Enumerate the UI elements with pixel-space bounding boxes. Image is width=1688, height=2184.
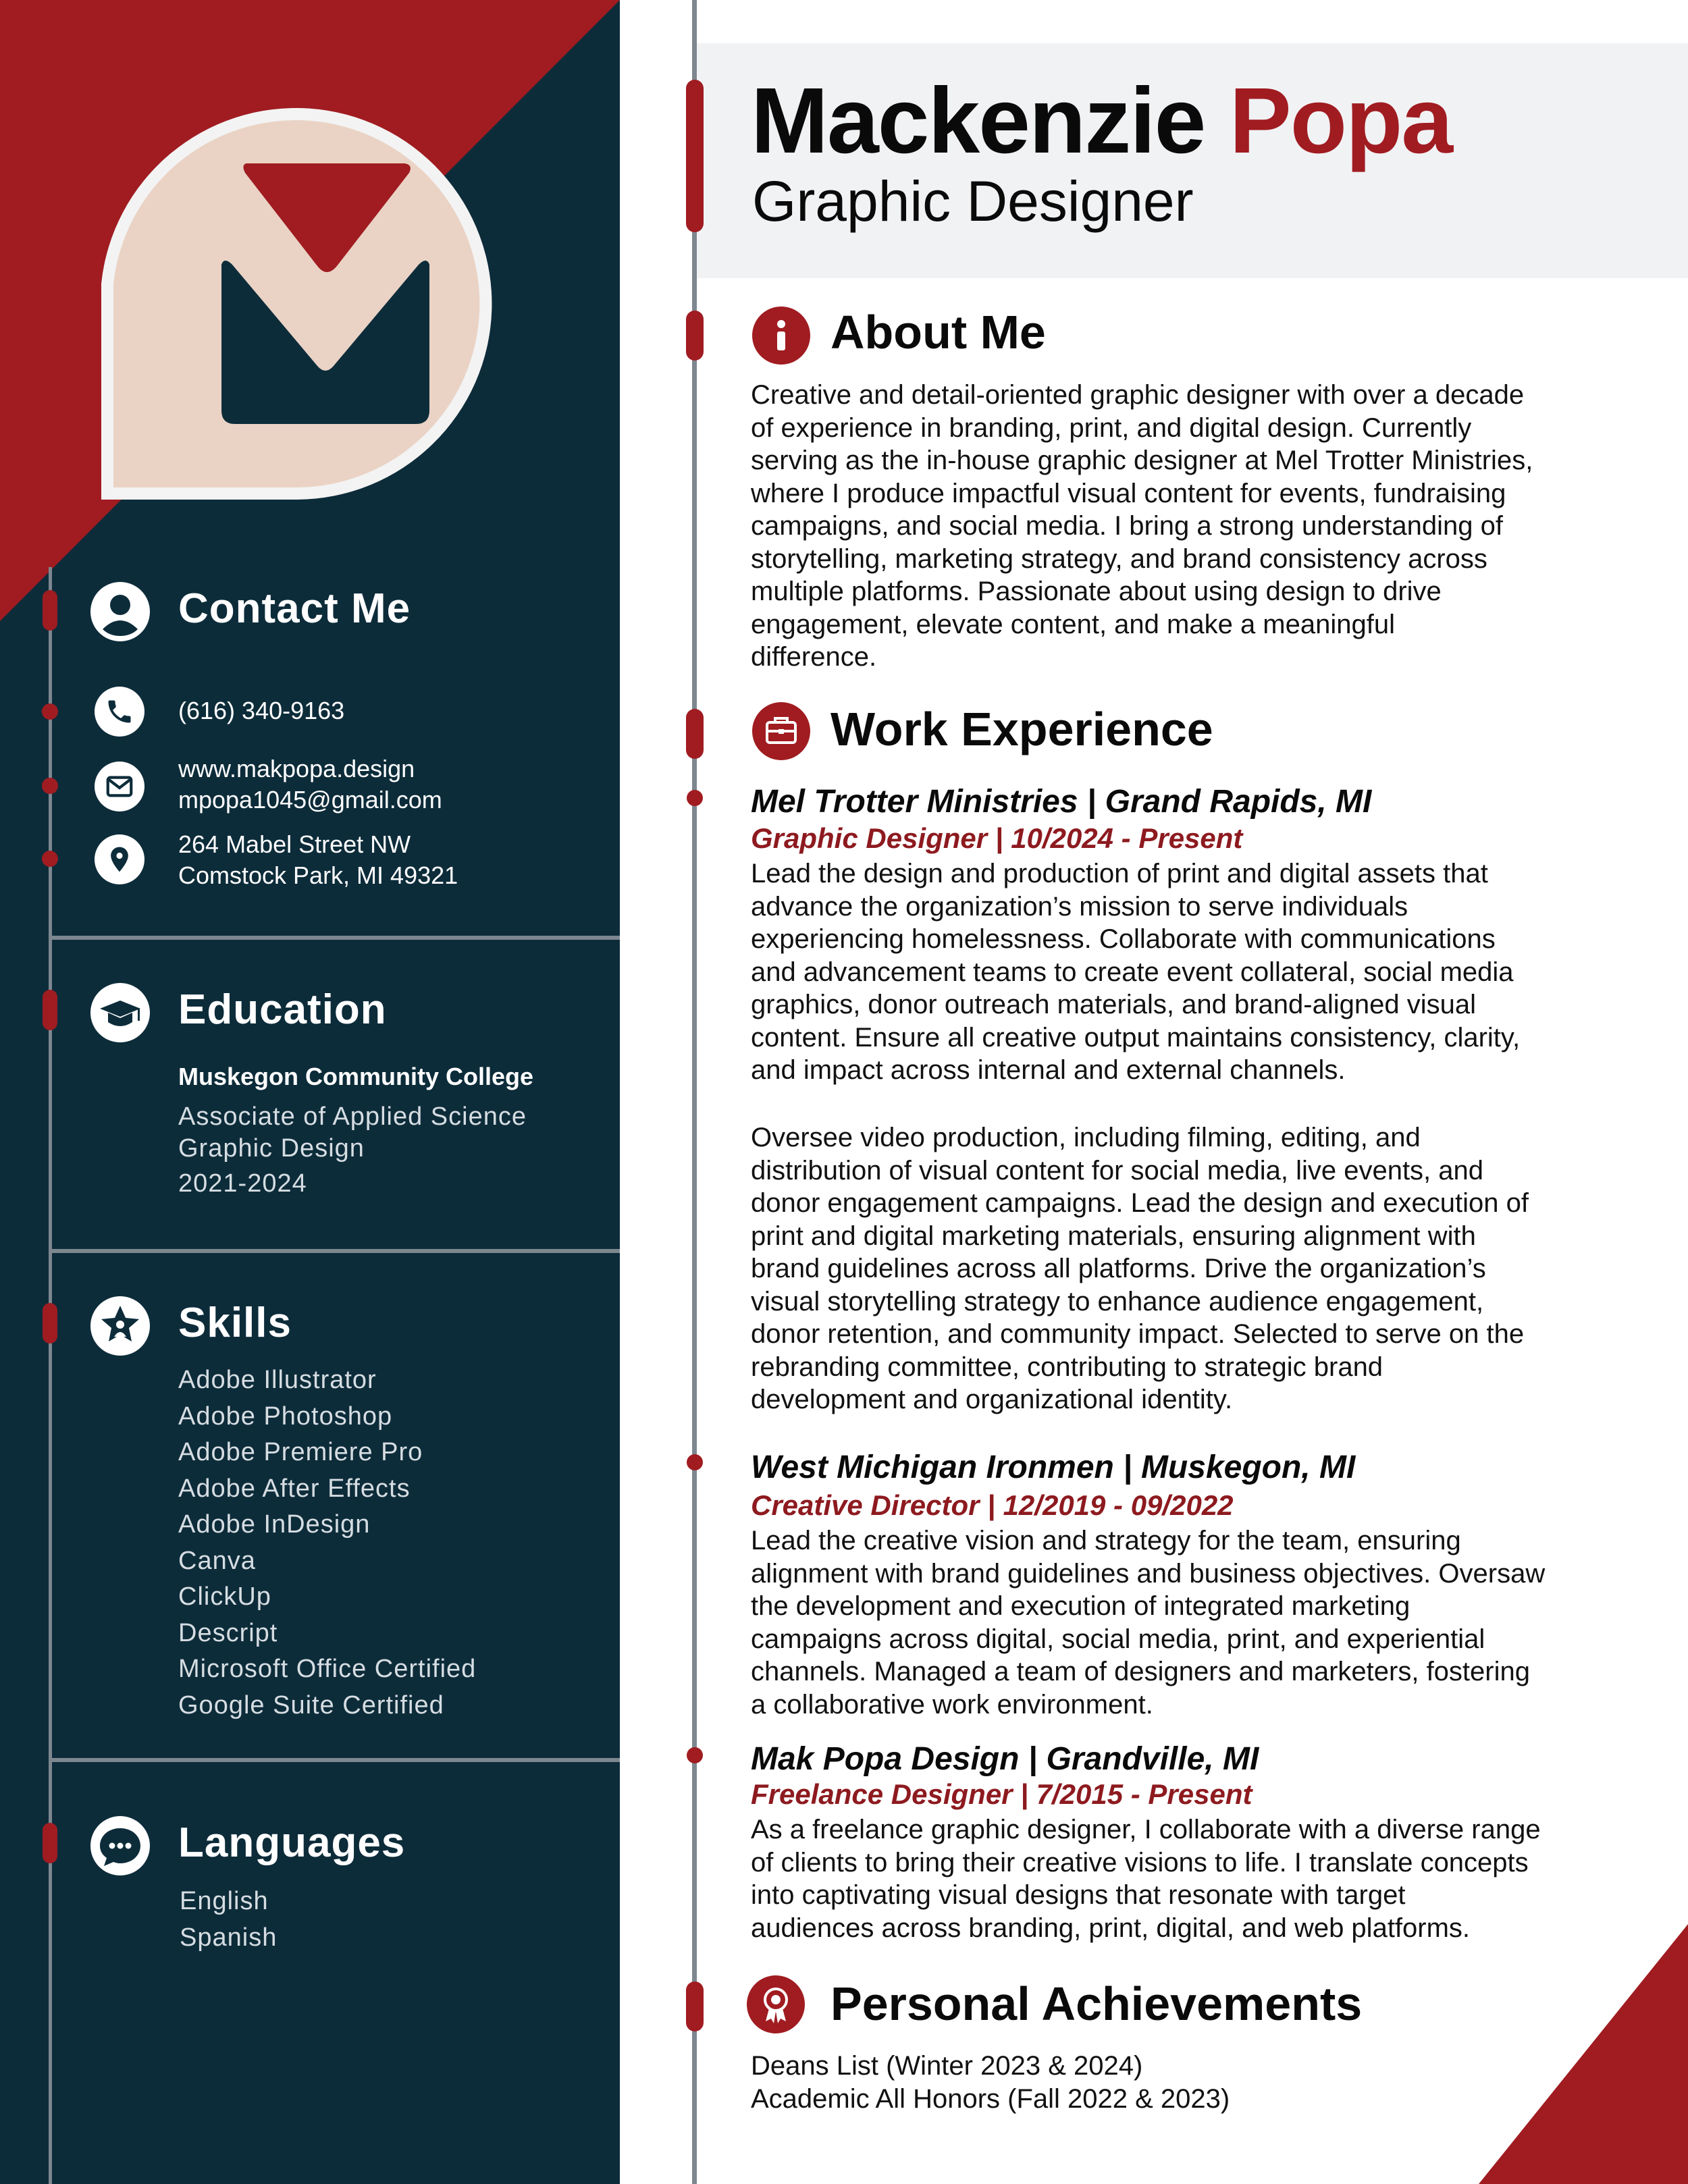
school-name: Muskegon Community College (178, 1063, 534, 1090)
user-icon (90, 582, 150, 641)
job-line: visual storytelling strategy to enhance audience engagement, (751, 1286, 1484, 1316)
field-of-study: Graphic Design (178, 1134, 365, 1163)
job-line: Lead the design and production of print and digital assets that (751, 859, 1488, 888)
skills-list (178, 1362, 476, 1724)
phone-icon (95, 687, 144, 737)
job-line: graphics, donor outreach materials, and brand-aligned visual (751, 990, 1476, 1019)
achievement-item: Academic All Honors (Fall 2022 & 2023) (751, 2083, 1230, 2114)
job-company: West Michigan Ironmen | Muskegon, MI (751, 1449, 1356, 1485)
section-divider (49, 936, 620, 940)
job-line: and impact across internal and external channels. (751, 1055, 1346, 1085)
job-line: into captivating visual designs that resonate with target (751, 1880, 1406, 1910)
job-line: brand guidelines across all platforms. Drive the organization’s (751, 1254, 1486, 1283)
full-name (751, 69, 1452, 173)
skill-item: Adobe After Effects (178, 1474, 411, 1503)
job-line: a collaborative work environment. (751, 1689, 1153, 1720)
job-role: Graphic Designer | 10/2024 - Present (751, 822, 1243, 854)
job-line: alignment with brand guidelines and business objectives. Oversaw (751, 1558, 1546, 1589)
job-line: donor retention, and community impact. Selected to serve on the (751, 1319, 1525, 1349)
about-line: Creative and detail-oriented graphic designer with over a decade (751, 380, 1525, 410)
about-line: serving as the in-house graphic designer at Mel Trotter Ministries, (751, 446, 1533, 475)
job-description (751, 1524, 1545, 1721)
about-line: campaigns, and social media. I bring a strong understanding of (751, 511, 1504, 541)
job-company: Mel Trotter Ministries | Grand Rapids, MI (751, 784, 1372, 820)
language-item: Spanish (180, 1923, 278, 1952)
section-divider (49, 1758, 620, 1762)
about-line: multiple platforms. Passionate about using design to drive (751, 577, 1442, 606)
mail-icon (95, 762, 144, 811)
job-title: Graphic Designer (752, 169, 1194, 233)
timeline-dot (687, 790, 703, 806)
section-marker (686, 311, 704, 361)
job-line: experiencing homelessness. Collaborate with communications (751, 924, 1496, 954)
chat-bubble-icon (90, 1816, 150, 1875)
job-line: the development and execution of integrated marketing (751, 1591, 1410, 1621)
timeline-dot (687, 1747, 703, 1763)
job-line: Oversee video production, including filming, editing, and (751, 1123, 1421, 1152)
phone-number[interactable]: (616) 340-9163 (178, 697, 345, 724)
first-name: Mackenzie (751, 69, 1205, 173)
section-marker (686, 1981, 704, 2031)
work-heading: Work Experience (830, 703, 1213, 755)
language-item: English (180, 1887, 269, 1915)
address-line-2: Comstock Park, MI 49321 (178, 861, 458, 889)
job-line: rebranding committee, contributing to strategic brand (751, 1352, 1383, 1382)
achievement-item: Deans List (Winter 2023 & 2024) (751, 2051, 1143, 2081)
about-line: of experience in branding, print, and digital design. Currently (751, 412, 1472, 443)
achievements-heading: Personal Achievements (830, 1977, 1363, 2030)
graduation-cap-icon (90, 983, 150, 1042)
section-marker (43, 990, 57, 1030)
job-line: campaigns across digital, social media, print, and experiential (751, 1624, 1485, 1654)
last-name: Popa (1229, 69, 1452, 173)
degree: Associate of Applied Science (178, 1102, 527, 1131)
skills-heading: Skills (178, 1300, 292, 1346)
location-pin-icon (95, 834, 144, 884)
star-person-icon (90, 1296, 150, 1356)
about-heading: About Me (830, 306, 1046, 358)
job-line: channels. Managed a team of designers and marketers, fostering (751, 1657, 1530, 1686)
about-line: storytelling, marketing strategy, and brand consistency across (751, 543, 1487, 574)
corner-decoration (1479, 1924, 1688, 2184)
job-line: As a freelance graphic designer, I collaborate with a diverse range (751, 1815, 1541, 1844)
education-years: 2021-2024 (178, 1169, 307, 1198)
achievements-list (751, 2050, 1230, 2115)
section-marker (43, 1303, 57, 1343)
section-marker (686, 709, 704, 759)
skill-item: ClickUp (178, 1582, 271, 1611)
job-line: audiences across branding, print, digital, and web platforms. (751, 1913, 1471, 1943)
job-line: and advancement teams to create event collateral, social media (751, 957, 1514, 987)
email-link[interactable]: mpopa1045@gmail.com (178, 786, 442, 814)
job-line: of clients to bring their creative visions to life. I translate concepts (751, 1847, 1529, 1877)
skill-item: Adobe Premiere Pro (178, 1438, 423, 1466)
job-line: advance the organization’s mission to serve individuals (751, 891, 1408, 922)
job-line: print and digital marketing materials, ensuring alignment with (751, 1221, 1476, 1251)
monogram-logo (101, 88, 554, 513)
sidebar (0, 0, 620, 2184)
job-description (751, 1121, 1529, 1416)
skill-item: Adobe InDesign (178, 1510, 371, 1539)
website-link[interactable]: www.makpopa.design (178, 755, 415, 782)
job-line: donor engagement campaigns. Lead the design and execution of (751, 1188, 1529, 1218)
job-line: content. Ensure all creative output maintains consistency, clarity, (751, 1022, 1521, 1053)
education-heading: Education (178, 986, 387, 1033)
about-line: where I produce impactful visual content for events, fundraising (751, 478, 1506, 508)
languages-list (180, 1884, 277, 1956)
skill-item: Adobe Photoshop (178, 1402, 393, 1431)
header-marker (686, 80, 704, 232)
skill-item: Canva (178, 1546, 256, 1575)
job-line: Lead the creative vision and strategy for the team, ensuring (751, 1526, 1461, 1555)
section-marker (43, 1823, 57, 1863)
job-role: Freelance Designer | 7/2015 - Present (751, 1778, 1252, 1810)
sidebar-rail (49, 940, 52, 1252)
section-marker (43, 590, 57, 631)
languages-heading: Languages (178, 1819, 406, 1866)
timeline-dot (42, 778, 58, 794)
job-description (751, 1813, 1541, 1944)
skill-item: Descript (178, 1618, 278, 1647)
timeline-dot (687, 1454, 703, 1470)
job-role: Creative Director | 12/2019 - 09/2022 (751, 1489, 1234, 1521)
about-line: engagement, elevate content, and make a meaningful (751, 609, 1395, 639)
contact-heading: Contact Me (178, 585, 411, 632)
section-divider (49, 1249, 620, 1253)
skill-item: Adobe Illustrator (178, 1366, 377, 1394)
about-line: difference. (751, 642, 877, 672)
info-icon (752, 307, 810, 365)
job-company: Mak Popa Design | Grandville, MI (751, 1741, 1259, 1777)
job-line: distribution of visual content for social media, live events, and (751, 1155, 1484, 1186)
address-line-1: 264 Mabel Street NW (178, 830, 411, 858)
skill-item: Microsoft Office Certified (178, 1655, 477, 1683)
timeline-dot (42, 703, 58, 720)
job-description (751, 857, 1520, 1087)
award-ribbon-icon (747, 1975, 805, 2033)
about-paragraph (751, 379, 1533, 674)
job-line: development and organizational identity. (751, 1385, 1233, 1414)
timeline-dot (42, 851, 58, 867)
briefcase-icon (752, 702, 810, 760)
skill-item: Google Suite Certified (178, 1690, 444, 1720)
